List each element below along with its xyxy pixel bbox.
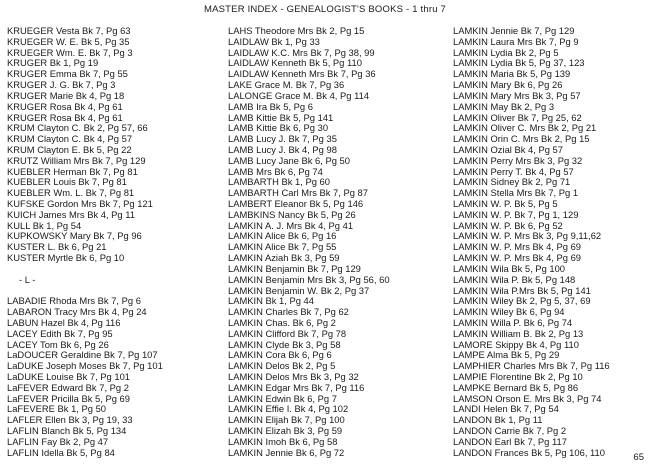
index-entry: LAMKIN Alice Bk 6, Pg 16: [228, 231, 337, 242]
index-entry: LAMKIN Ozial Bk 4, Pg 57: [453, 144, 563, 155]
index-entry: LAMB Lucy Jane Bk 6, Pg 50: [228, 155, 350, 166]
index-entry: LAMKIN Jennie Bk 7, Pg 129: [453, 26, 575, 36]
index-entry: KRUTZ William Mrs Bk 7, Pg 129: [7, 155, 146, 166]
index-entry: LAIDLAW Kenneth Mrs Bk 7, Pg 36: [228, 69, 376, 80]
index-entry: LAMKIN Elizah Bk 3, Pg 59: [228, 426, 343, 437]
index-entry: LAMKIN Clyde Bk 3, Pg 58: [228, 339, 341, 350]
index-entry: LAMPHIER Charles Mrs Bk 7, Pg 116: [453, 361, 610, 372]
index-entry: KULL Bk 1, Pg 54: [7, 220, 82, 231]
index-entry: LAMKIN Chas. Bk 6, Pg 2: [228, 317, 336, 328]
index-entry: LAMKIN Edwin Bk 6, Pg 7: [228, 393, 337, 404]
index-entry: LAMKIN W. P. Mrs Bk 4, Pg 69: [453, 242, 581, 253]
index-entry: LAKE Grace M. Bk 7, Pg 36: [228, 80, 345, 91]
index-entry: LAMKIN Maria Bk 5, Pg 139: [453, 69, 571, 80]
index-entry: LAMKIN Wila P.Mrs Bk 5, Pg 141: [453, 285, 591, 296]
index-entry: LAMKIN Mary Bk 6, Pg 26: [453, 80, 563, 91]
index-entry: LaFEVERE Bk 1, Pg 50: [7, 404, 107, 415]
index-entry: LAMB Kittie Bk 6, Pg 30: [228, 123, 329, 134]
index-entry: LAMKIN W. P. Bk 6, Pg 52: [453, 220, 563, 231]
index-entry: LaDOUCER Geraldine Bk 7, Pg 107: [7, 350, 158, 361]
index-entry: LAMBARTH Bk 1, Pg 60: [228, 177, 330, 188]
index-entry: LAMKIN Edgar Mrs Bk 7, Pg 116: [228, 382, 365, 393]
index-entry: LAFLIN Idella Bk 5, Pg 84: [7, 447, 115, 458]
index-entry: LAMKIN Oliver Bk 7, Pg 25, 62: [453, 112, 582, 123]
index-entry: KRUM Clayton E. Bk 5, Pg 22: [7, 144, 132, 155]
index-entry: LaFEVER Edward Bk 7, Pg 2: [7, 382, 129, 393]
index-entry: LAMKIN May Bk 2, Pg 3: [453, 101, 555, 112]
index-entry: KUEBLER Herman Bk 7, Pg 81: [7, 166, 138, 177]
index-entry: KRUEGER Wm. E. Bk 7, Pg 3: [7, 47, 133, 58]
index-entry: KRUM Clayton C. Bk 4, Pg 57: [7, 134, 133, 145]
blank-line: [7, 286, 222, 297]
index-entry: LAMB Kittie Bk 5, Pg 141: [228, 112, 334, 123]
index-entry: LAIDLAW Bk 1, Pg 33: [228, 36, 320, 47]
page-number: 65: [633, 452, 644, 463]
index-entry: LAMKIN Wiley Bk 2, Pg 5, 37, 69: [453, 296, 591, 307]
index-entry: LAMB Ira Bk 5, Pg 6: [228, 101, 313, 112]
index-entry: LAMBERT Eleanor Bk 5, Pg 146: [228, 199, 364, 209]
index-entry: LAMKIN Sidney Bk 2, Pg 71: [453, 177, 571, 188]
index-entry: LAMPE Alma Bk 5, Pg 29: [453, 350, 560, 361]
index-entry: LAMKIN Effie I. Bk 4, Pg 102: [228, 404, 349, 415]
index-entry: LAMKIN A. J. Mrs Bk 4, Pg 41: [228, 220, 354, 231]
index-entry: LAMPIE Florentine Bk 2, Pg 10: [453, 372, 583, 382]
index-entry: KRUGER Marie Bk 4, Pg 18: [7, 90, 125, 101]
index-entry: LAIDLAW K.C. Mrs Bk 7, Pg 38, 99: [228, 47, 375, 58]
index-entry: KUPKOWSKY Mary Bk 7, Pg 96: [7, 231, 142, 242]
index-entry: LAMKIN Wila Bk 5, Pg 100: [453, 263, 566, 274]
index-entry: LAMKIN Lydia Bk 5, Pg 37, 123: [453, 58, 585, 69]
index-entry: LAMKIN Oliver C. Mrs Bk 2, Pg 21: [453, 123, 597, 134]
index-entry: LAMKIN Perry Mrs Bk 3, Pg 32: [453, 155, 583, 166]
index-entry: KRUGER Rosa Bk 4, Pg 61: [7, 101, 123, 112]
index-entry: KUEBLER Wm. L. Bk 7, Pg 81: [7, 188, 135, 199]
index-entry: LAMBKINS Nancy Bk 5, Pg 26: [228, 209, 356, 220]
index-entry: LAMKIN Willa P. Bk 6, Pg 74: [453, 317, 573, 328]
index-entry: LAMKIN Wiley Bk 6, Pg 94: [453, 307, 565, 318]
index-entry: LAIDLAW Kenneth Bk 5, Pg 110: [228, 58, 362, 69]
index-entry: LAMKIN Charles Bk 7, Pg 62: [228, 307, 349, 318]
index-entry: LABARON Tracy Mrs Bk 4, Pg 24: [7, 307, 147, 318]
index-entry: LAMKIN Benjamin W. Bk 2, Pg 37: [228, 285, 370, 296]
index-entry: LAMBARTH Carl Mrs Bk 7, Pg 87: [228, 188, 368, 199]
index-entry: KUFSKE Gordon Mrs Bk 7, Pg 121: [7, 199, 153, 209]
index-entry: LAMORE Skippy Bk 4, Pg 110: [453, 339, 579, 350]
index-entry: LAMKIN W. P. Bk 5, Pg 5: [453, 199, 558, 209]
index-entry: LAMKIN Cora Bk 6, Pg 6: [228, 350, 332, 361]
index-entry: LAMKIN William B. Bk 2, Pg 13: [453, 328, 584, 339]
index-entry: LANDON Earl Bk 7, Pg 117: [453, 436, 567, 447]
index-entry: LANDON Frances Bk 5, Pg 106, 110: [453, 447, 605, 458]
index-entry: KRUM Clayton C. Bk 2, Pg 57, 66: [7, 123, 148, 134]
index-entry: LAMKIN Mary Mrs Bk 3, Pg 57: [453, 90, 581, 101]
index-entry: LAMKIN Bk 1, Pg 44: [228, 296, 314, 307]
index-entry: LAHS Theodore Mrs Bk 2, Pg 15: [228, 26, 365, 36]
index-entry: LAMKIN W. P. Mrs Bk 3, Pg 9,11,62: [453, 231, 602, 242]
index-entry: KRUGER Rosa Bk 4, Pg 61: [7, 112, 123, 123]
index-entry: KRUEGER W. E. Bk 5, Pg 35: [7, 36, 130, 47]
index-entry: LAMB Lucy J. Bk 7, Pg 35: [228, 134, 337, 145]
index-entry: LAMKIN Perry T. Bk 4, Pg 57: [453, 166, 574, 177]
index-entry: LAMB Mrs Bk 6, Pg 74: [228, 166, 323, 177]
page-header: MASTER INDEX - GENEALOGIST'S BOOKS - 1 thru 7: [203, 4, 447, 15]
index-entry: LALONGE Grace M. Bk 4, Pg 114: [228, 90, 370, 101]
index-entry: LAMKIN W. P. Mrs Bk 4, Pg 69: [453, 253, 581, 264]
index-column-3: [453, 26, 647, 459]
index-entry: LAMKIN Lydia Bk 2, Pg 5: [453, 47, 559, 58]
index-entry: KRUGER Bk 1, Pg 19: [7, 58, 99, 69]
index-entry: LAFLIN Blanch Bk 5, Pg 134: [7, 426, 127, 437]
index-entry: KRUEGER Vesta Bk 7, Pg 63: [7, 26, 131, 36]
index-entry: LaFEVER Pricilla Bk 5, Pg 69: [7, 393, 130, 404]
index-column-1: [7, 26, 222, 459]
index-entry: KUICH James Mrs Bk 4, Pg 11: [7, 209, 135, 220]
index-entry: LAFLIN Fay Bk 2, Pg 47: [7, 436, 109, 447]
index-entry: LANDI Helen Bk 7, Pg 54: [453, 404, 559, 415]
index-entry: LAMSON Orson E. Mrs Bk 3, Pg 74: [453, 393, 602, 404]
index-entry: LAFLER Ellen Bk 3, Pg 19, 33: [7, 415, 133, 426]
index-entry: LABUN Hazel Bk 4, Pg 116: [7, 317, 121, 328]
index-entry: LAMKIN Benjamin Bk 7, Pg 129: [228, 263, 361, 274]
index-entry: KUSTER Myrtle Bk 6, Pg 10: [7, 253, 125, 264]
index-entry: LAMB Lucy J. Bk 4, Pg 98: [228, 144, 337, 155]
index-entry: KUSTER L. Bk 6, Pg 21: [7, 242, 107, 253]
index-entry: LAMKIN Alice Bk 7, Pg 55: [228, 242, 337, 253]
index-entry: LAMKIN Aziah Bk 3, Pg 59: [228, 253, 340, 264]
index-entry: LACEY Tom Bk 6, Pg 26: [7, 339, 109, 350]
index-entry: LAMKIN Imoh Bk 6, Pg 58: [228, 436, 338, 447]
index-entry: LACEY Edith Bk 7, Pg 95: [7, 328, 113, 339]
index-entry: LABADIE Rhoda Mrs Bk 7, Pg 6: [7, 296, 141, 307]
index-entry: LaDUKE Louise Bk 7, Pg 101: [7, 372, 130, 382]
index-entry: LAMKIN Jennie Bk 6, Pg 72: [228, 447, 345, 458]
index-entry: LAMKIN W. P. Bk 7, Pg 1, 129: [453, 209, 579, 220]
index-entry: KRUGER J. G. Bk 7, Pg 3: [7, 80, 116, 91]
index-entry: LAMKIN Benjamin Mrs Bk 3, Pg 56, 60: [228, 274, 390, 285]
index-entry: LAMKIN Wila P. Bk 5, Pg 148: [453, 274, 576, 285]
index-entry: LAMKIN Orin C. Mrs Bk 2, Pg 15: [453, 134, 590, 145]
index-entry: LAMKIN Stella Mrs Bk 7, Pg 1: [453, 188, 579, 199]
index-entry: LAMKIN Elijah Bk 7, Pg 100: [228, 415, 345, 426]
index-entry: LAMKIN Laura Mrs Bk 7, Pg 9: [453, 36, 579, 47]
blank-line: [7, 264, 222, 275]
index-entry: LaDUKE Joseph Moses Bk 7, Pg 101: [7, 361, 163, 372]
index-entry: LAMKIN Delos Mrs Bk 3, Pg 32: [228, 372, 359, 382]
index-entry: LANDON Bk 1, Pg 11: [453, 415, 543, 426]
index-column-2: [228, 26, 446, 459]
index-entry: LAMPKE Bernard Bk 5, Pg 86: [453, 382, 579, 393]
index-entry: KUEBLER Louis Bk 7, Pg 81: [7, 177, 127, 188]
index-entry: KRUGER Emma Bk 7, Pg 55: [7, 69, 128, 80]
index-entry: LANDON Carrie Bk 7, Pg 2: [453, 426, 567, 437]
index-entry: LAMKIN Delos Bk 2, Pg 5: [228, 361, 336, 372]
index-entry: LAMKIN Clifford Bk 7, Pg 78: [228, 328, 347, 339]
section-letter-heading: - L -: [19, 274, 36, 285]
